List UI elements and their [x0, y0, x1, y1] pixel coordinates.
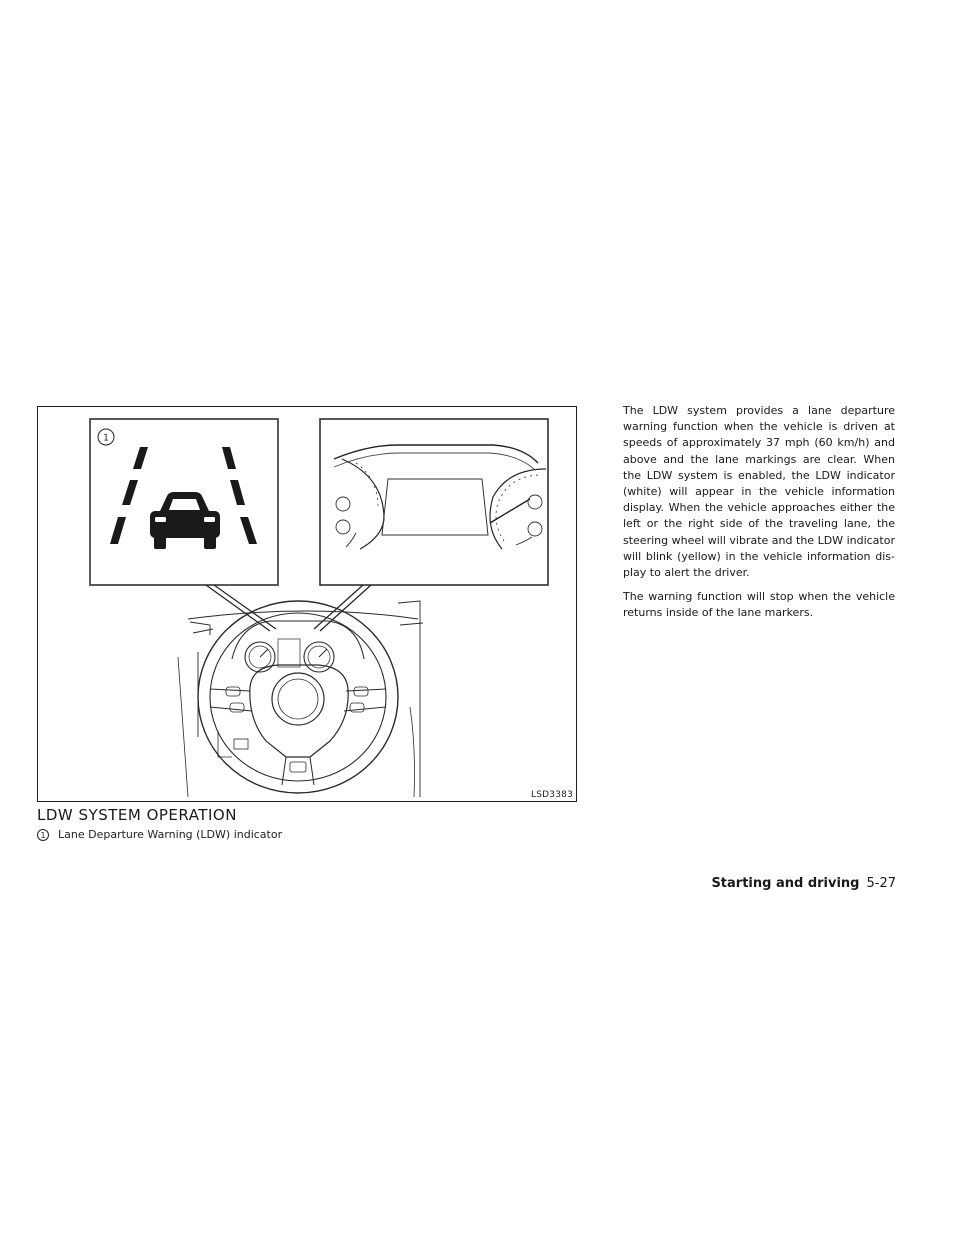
body-paragraph: The LDW system provides a lane departure warning function when the vehicle is driven at speeds of approximately 37 mph (60 km/h) and above and the lane markings are clear. When the LDW system is enabled, the LDW indicator (white) will appear in the vehicle information display. When the vehicle approaches either the left or the right side of the traveling lane, the steering wheel will vibrate and the LDW indicator will blink (yellow) in the vehicle information display to alert the driver. [623, 404, 895, 580]
leader-lines [206, 585, 371, 631]
legend-marker: 1 [37, 829, 49, 841]
zoom-callout-number: 1 [103, 433, 109, 444]
figure-legend-item [37, 828, 282, 841]
ldw-indicator-zoom-box [90, 419, 278, 585]
body-paragraph: The warning function will stop when the vehicle returns inside of the lane markers. [623, 590, 895, 620]
ldw-illustration [37, 406, 577, 802]
ldw-illustration-drawing [38, 407, 577, 802]
meter-cluster-zoom-box [320, 419, 548, 585]
page-footer [711, 876, 896, 891]
page-number: 5-27 [866, 876, 896, 891]
footer-section-title: Starting and driving [711, 876, 860, 891]
figure-title: LDW SYSTEM OPERATION [37, 806, 237, 824]
figure-code: LSD3383 [531, 790, 573, 800]
legend-text: Lane Departure Warning (LDW) indicator [58, 828, 283, 841]
body-text-column [623, 403, 895, 630]
steering-wheel-drawing [178, 601, 423, 797]
